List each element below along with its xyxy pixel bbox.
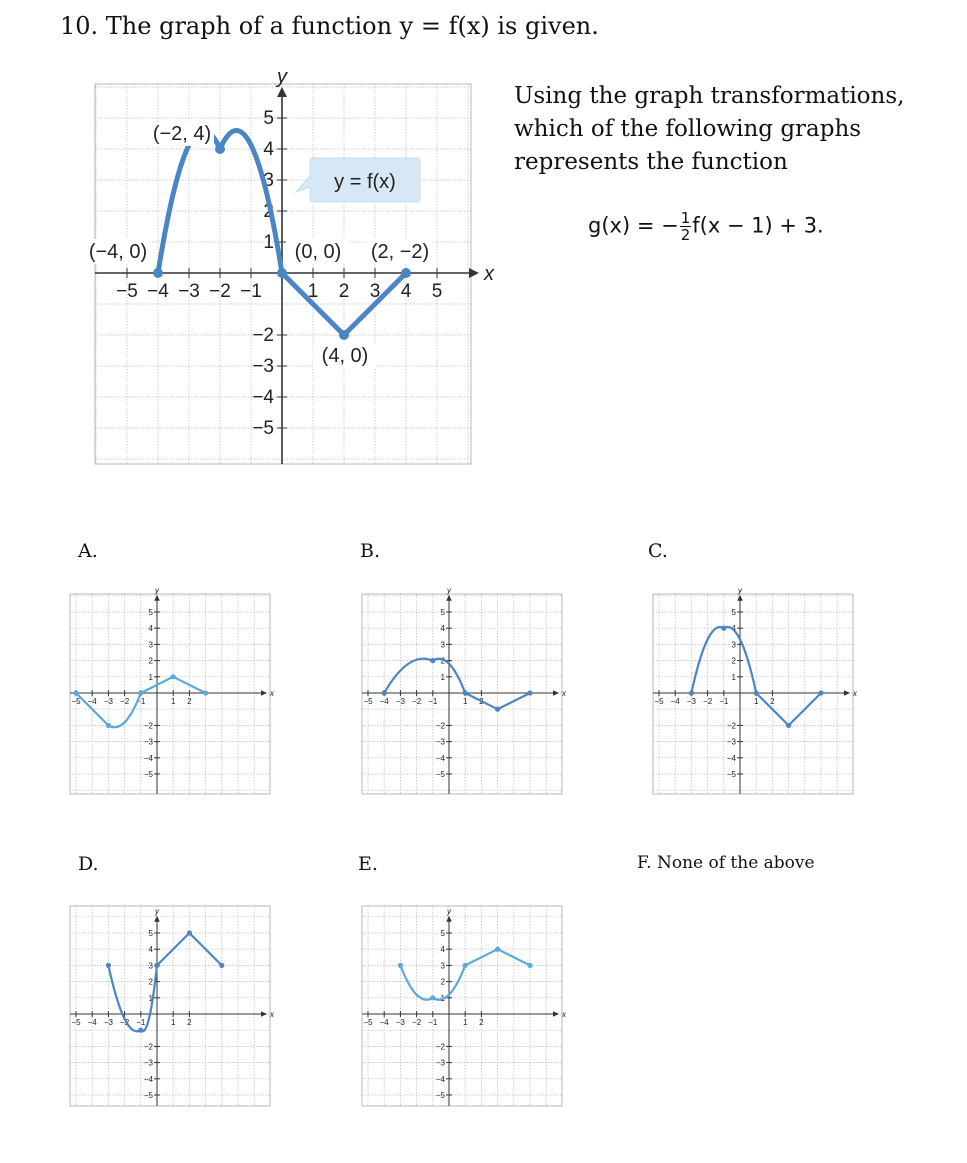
x-tick-label: −4 [87, 1018, 97, 1027]
curve-point [430, 995, 435, 1000]
y-tick-label: 2 [148, 977, 153, 987]
x-tick-label: −2 [120, 697, 130, 706]
y-axis-label: y [277, 66, 287, 88]
point-label: (4, 0) [321, 345, 369, 367]
grid-frame [362, 906, 562, 1106]
x-tick-label: −1 [428, 697, 438, 706]
x-tick-label: −3 [178, 281, 200, 302]
y-tick-label: 2 [731, 656, 736, 666]
y-tick-label: 4 [440, 945, 445, 955]
x-tick-label: −4 [379, 697, 389, 706]
x-tick-label: 1 [170, 1018, 176, 1027]
x-tick-label: 5 [431, 281, 443, 302]
y-tick-label: 5 [148, 608, 153, 617]
option-a-graph [70, 586, 275, 794]
x-tick-label: 2 [187, 1018, 192, 1027]
x-tick-label: 3 [369, 281, 381, 302]
y-tick-label: −3 [252, 356, 274, 377]
curve-point [398, 963, 403, 968]
curve-point [339, 330, 349, 340]
formula-left: g(x) = − [588, 213, 679, 238]
option-b-graph [362, 586, 567, 794]
y-tick-label: 4 [263, 139, 274, 160]
curve-point [106, 963, 111, 968]
y-tick-label: −5 [252, 418, 274, 439]
y-tick-label: −4 [143, 753, 153, 763]
y-tick-label: 5 [440, 929, 445, 938]
y-tick-label: −5 [726, 770, 736, 779]
instruction-line-1: Using the graph transformations, [514, 83, 905, 109]
y-tick-label: −3 [143, 737, 153, 747]
y-tick-label: 5 [148, 929, 153, 938]
curve-point [754, 690, 759, 695]
y-tick-label: −4 [143, 1074, 153, 1084]
y-tick-label: −4 [435, 1074, 445, 1084]
y-tick-label: 1 [440, 672, 445, 682]
y-tick-label: 3 [440, 640, 445, 650]
option-a-label[interactable]: A. [78, 540, 98, 562]
y-tick-label: −2 [143, 721, 153, 731]
y-tick-label: −4 [435, 753, 445, 763]
x-tick-label: −1 [136, 1018, 146, 1027]
y-tick-label: −5 [143, 1091, 153, 1100]
y-axis-label: y [738, 585, 742, 595]
x-tick-label: −3 [103, 697, 113, 706]
fraction-numerator: 1 [680, 209, 691, 227]
curve-point [527, 690, 532, 695]
curve-point [527, 963, 532, 968]
y-tick-label: −2 [252, 325, 274, 346]
option-d-graph [70, 906, 275, 1106]
x-tick-label: −4 [87, 697, 97, 706]
curve-point [171, 674, 176, 679]
y-tick-label: 1 [731, 672, 736, 682]
curve-point [73, 690, 78, 695]
x-tick-label: −5 [654, 697, 664, 706]
point-label: (2, −2) [370, 241, 430, 263]
x-tick-label: −3 [395, 1018, 405, 1027]
y-tick-label: −2 [435, 1042, 445, 1052]
option-c-label[interactable]: C. [648, 540, 668, 562]
option-f-label[interactable]: F. None of the above [637, 853, 815, 873]
grid-frame [70, 906, 270, 1106]
x-tick-label: −2 [412, 697, 422, 706]
y-tick-label: −3 [726, 737, 736, 747]
curve-point [463, 963, 468, 968]
x-tick-label: −3 [686, 697, 696, 706]
question-text: 10. The graph of a function y = f(x) is given. [60, 12, 599, 40]
x-tick-label: 2 [187, 697, 192, 706]
curve-point [138, 690, 143, 695]
y-tick-label: 3 [148, 640, 153, 650]
y-axis-label: y [155, 906, 159, 916]
y-tick-label: −3 [435, 737, 445, 747]
x-tick-label: 1 [753, 697, 759, 706]
formula-right: f(x − 1) + 3. [692, 213, 824, 238]
y-axis-label: y [447, 585, 451, 595]
y-tick-label: −5 [435, 770, 445, 779]
x-axis-label: x [270, 689, 274, 698]
x-tick-label: −2 [703, 697, 713, 706]
x-tick-label: 1 [462, 1018, 468, 1027]
x-tick-label: −2 [209, 281, 231, 302]
curve-point [818, 690, 823, 695]
main-function-graph [86, 66, 495, 464]
option-b-label[interactable]: B. [360, 540, 381, 562]
y-tick-label: 2 [440, 656, 445, 666]
x-axis-arrow [469, 268, 479, 278]
curve-point [215, 144, 225, 154]
curve-point [786, 723, 791, 728]
instruction-line-3: represents the function [514, 149, 788, 175]
y-tick-label: 3 [263, 170, 274, 191]
x-tick-label: −2 [120, 1018, 130, 1027]
x-tick-label: −1 [136, 697, 146, 706]
x-tick-label: 1 [307, 281, 319, 302]
y-tick-label: 2 [440, 977, 445, 987]
x-tick-label: −5 [116, 281, 138, 302]
x-tick-label: 1 [170, 697, 176, 706]
x-tick-label: −2 [412, 1018, 422, 1027]
point-label: (−2, 4) [152, 123, 212, 145]
x-axis-label: x [270, 1010, 274, 1019]
y-tick-label: 5 [263, 108, 274, 129]
y-tick-label: 1 [440, 993, 445, 1003]
y-tick-label: 4 [440, 624, 445, 634]
y-tick-label: −5 [435, 1091, 445, 1100]
y-tick-label: −3 [143, 1058, 153, 1068]
x-axis-label: x [484, 263, 494, 285]
x-tick-label: −1 [240, 281, 262, 302]
point-label: (0, 0) [294, 241, 342, 263]
option-d-label[interactable]: D. [78, 853, 99, 875]
x-tick-label: 2 [338, 281, 350, 302]
curve-point [277, 268, 287, 278]
fraction-denominator: 2 [680, 226, 691, 244]
y-tick-label: 1 [148, 993, 153, 1003]
grid-frame [70, 594, 270, 794]
y-tick-label: 4 [148, 945, 153, 955]
curve-point [382, 690, 387, 695]
x-tick-label: −4 [379, 1018, 389, 1027]
y-tick-label: −2 [143, 1042, 153, 1052]
curve-point [495, 947, 500, 952]
curve-point [721, 626, 726, 631]
x-tick-label: −5 [363, 697, 373, 706]
option-e-graph [362, 906, 567, 1106]
y-tick-label: −4 [252, 387, 274, 408]
y-tick-label: 4 [731, 624, 736, 634]
y-tick-label: 3 [148, 961, 153, 971]
y-tick-label: −5 [143, 770, 153, 779]
x-tick-label: −5 [71, 1018, 81, 1027]
x-tick-label: −3 [103, 1018, 113, 1027]
y-tick-label: 3 [440, 961, 445, 971]
curve-point [401, 268, 411, 278]
y-tick-label: 5 [731, 608, 736, 617]
curve-point [106, 723, 111, 728]
option-c-graph [653, 586, 858, 794]
y-tick-label: −2 [435, 721, 445, 731]
x-tick-label: 2 [770, 697, 775, 706]
curve-point [430, 658, 435, 663]
x-tick-label: 4 [400, 281, 412, 302]
curve-point [138, 1028, 143, 1033]
y-tick-label: 5 [440, 608, 445, 617]
x-tick-label: −4 [670, 697, 680, 706]
curve-point [153, 268, 163, 278]
x-axis-label: x [853, 689, 857, 698]
x-tick-label: −1 [719, 697, 729, 706]
curve-point [219, 963, 224, 968]
y-tick-label: −3 [435, 1058, 445, 1068]
y-tick-label: 1 [148, 672, 153, 682]
option-e-label[interactable]: E. [358, 853, 378, 875]
y-tick-label: 2 [263, 201, 274, 222]
x-tick-label: 2 [479, 1018, 484, 1027]
y-axis-label: y [447, 906, 451, 916]
curve-point [203, 690, 208, 695]
y-tick-label: 1 [263, 232, 274, 253]
instruction-line-2: which of the following graphs [514, 116, 862, 142]
y-tick-label: 4 [148, 624, 153, 634]
y-tick-label: 3 [731, 640, 736, 650]
x-axis-label: x [562, 1010, 566, 1019]
curve-point [689, 690, 694, 695]
x-tick-label: −3 [395, 697, 405, 706]
x-tick-label: −4 [147, 281, 169, 302]
y-tick-label: −2 [726, 721, 736, 731]
x-tick-label: −5 [71, 697, 81, 706]
x-tick-label: 1 [462, 697, 468, 706]
curve-point [495, 707, 500, 712]
x-tick-label: −5 [363, 1018, 373, 1027]
curve-point [154, 963, 159, 968]
x-tick-label: 2 [479, 697, 484, 706]
y-tick-label: 2 [148, 656, 153, 666]
point-label: (−4, 0) [88, 241, 148, 263]
curve-point [187, 930, 192, 935]
x-axis-label: x [562, 689, 566, 698]
y-axis-label: y [155, 585, 159, 595]
x-tick-label: −1 [428, 1018, 438, 1027]
curve-point [463, 690, 468, 695]
y-tick-label: −4 [726, 753, 736, 763]
function-label: y = f(x) [334, 171, 396, 193]
